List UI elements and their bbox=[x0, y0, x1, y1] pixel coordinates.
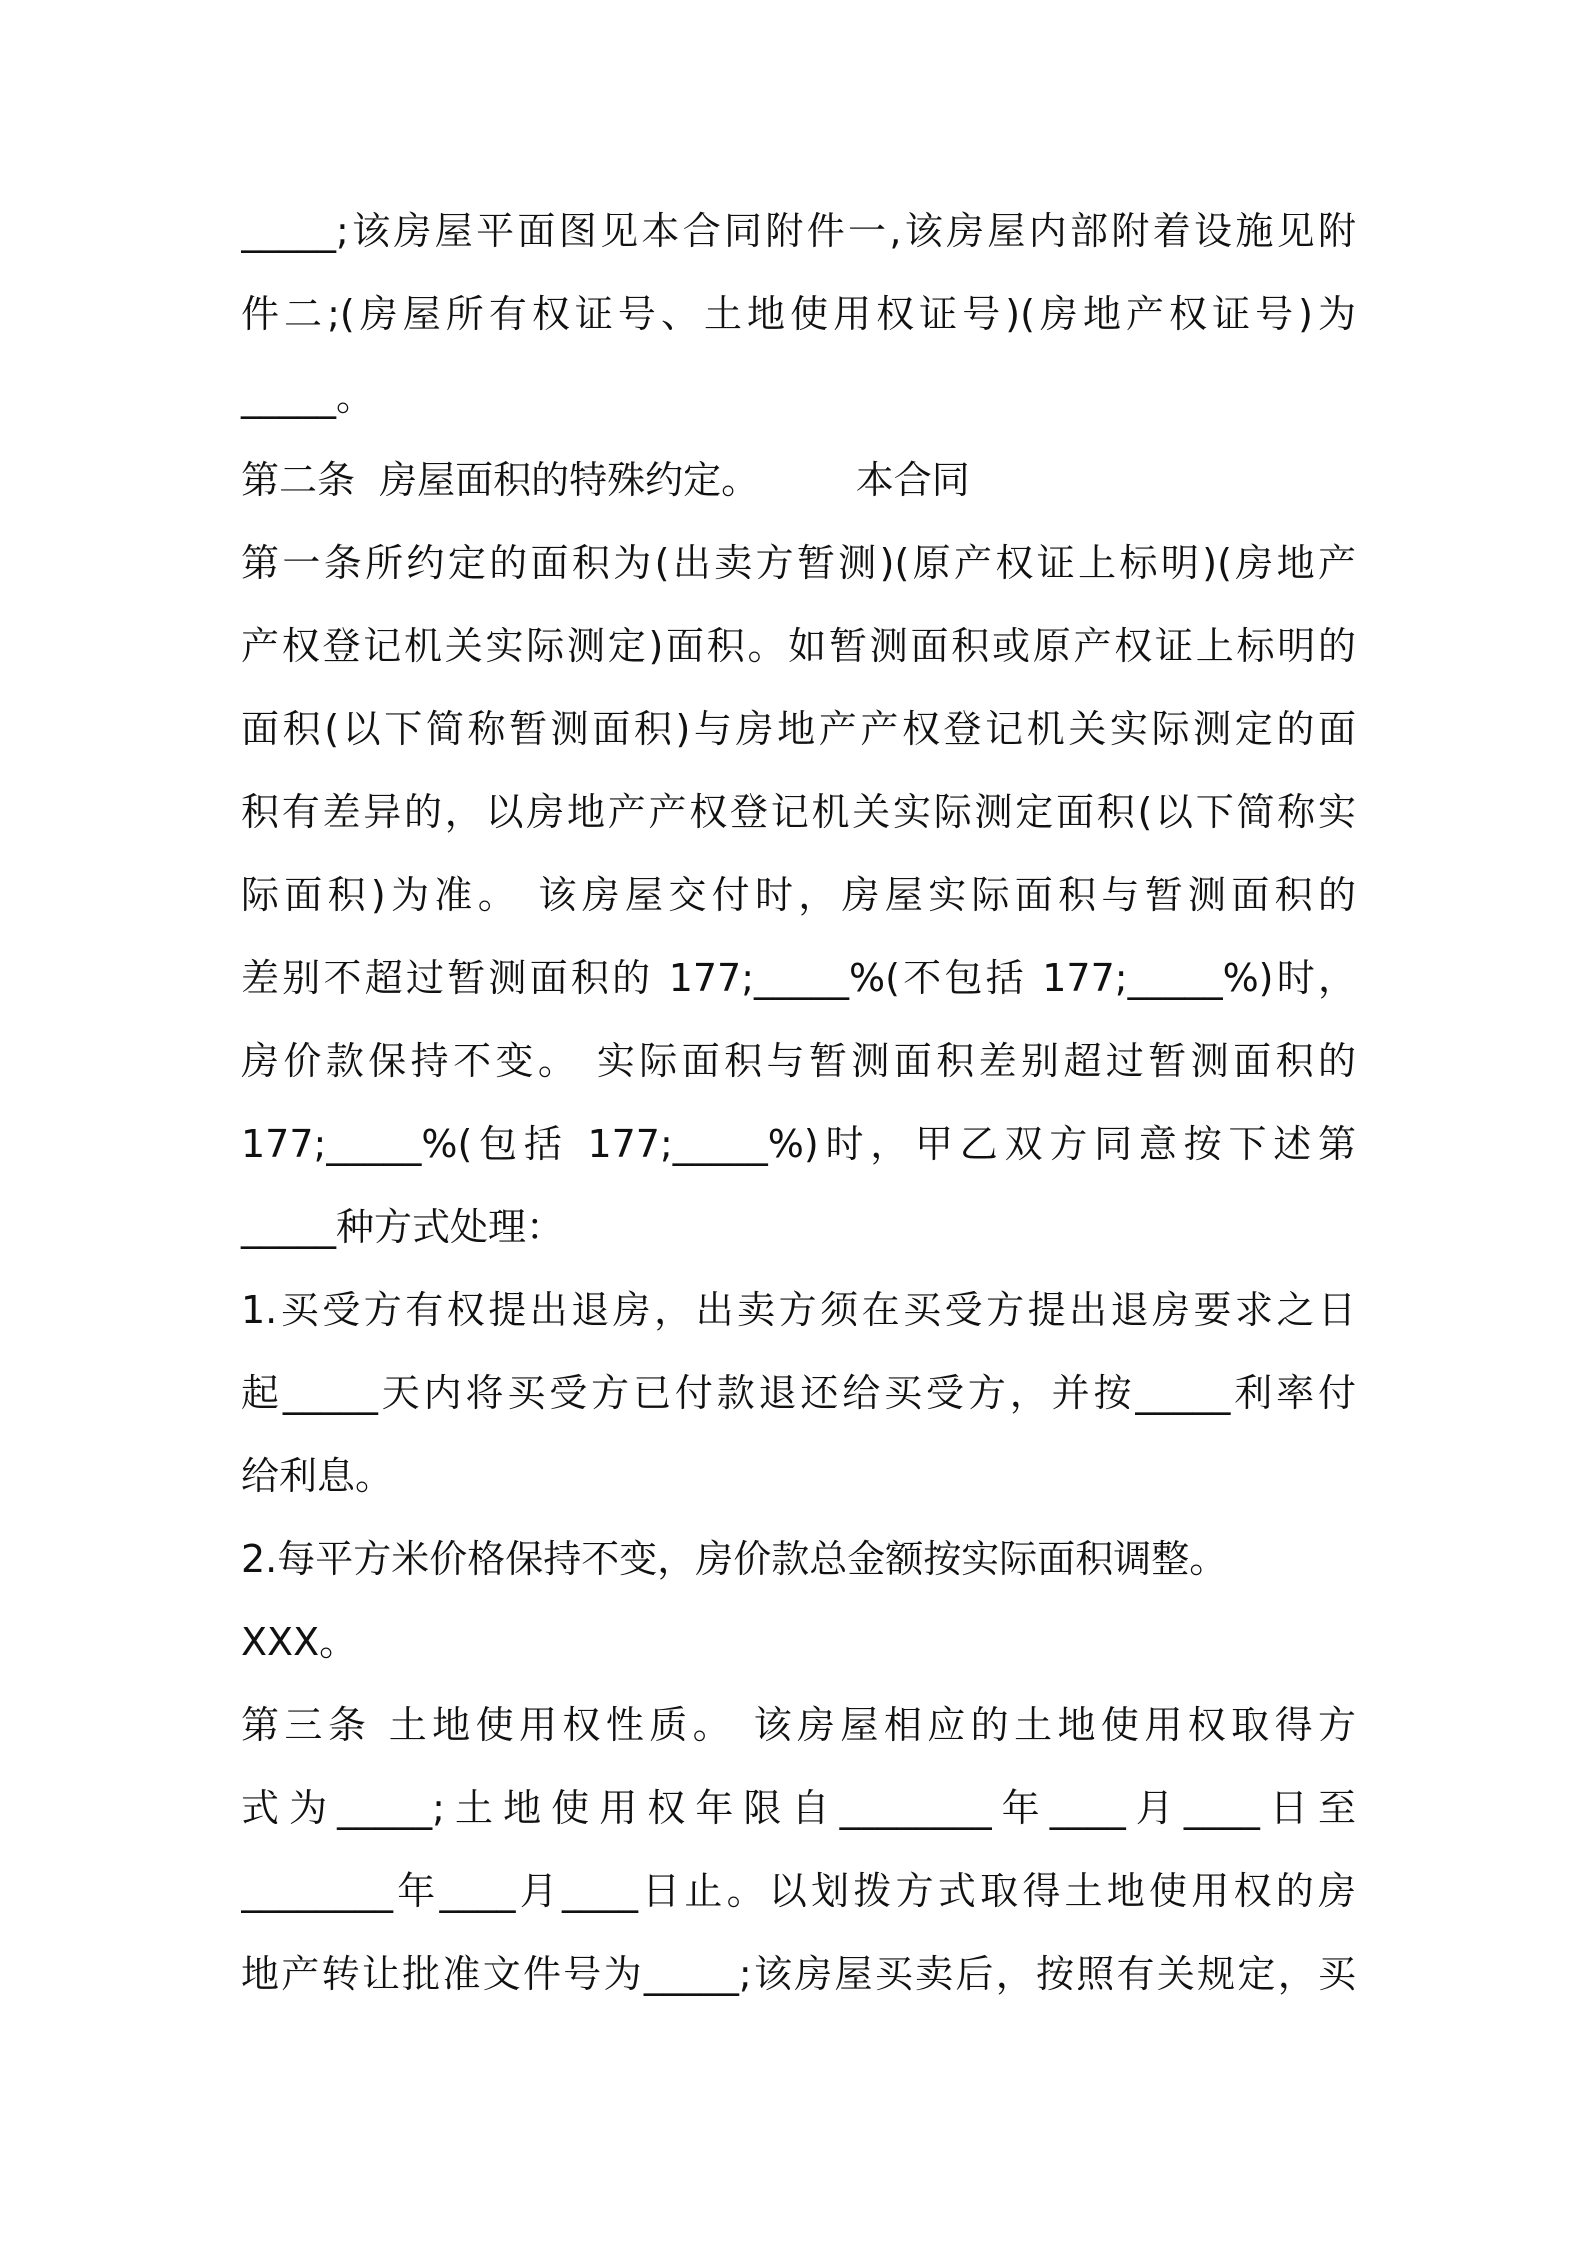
text-line: 第一条所约定的面积为(出卖方暂测)(原产权证上标明)(房地产 bbox=[241, 541, 1356, 585]
text-line: 面积(以下简称暂测面积)与房地产产权登记机关实际测定的面 bbox=[241, 707, 1356, 751]
text-line: 第二条 房屋面积的特殊约定。 本合同 bbox=[241, 458, 970, 502]
text-line: 差别不超过暂测面积的 177;_____%(不包括 177;_____%)时， bbox=[241, 956, 1356, 1000]
text-line: 件二;(房屋所有权证号、土地使用权证号)(房地产权证号)为 bbox=[241, 292, 1356, 336]
text-line: 177;_____%(包括 177;_____%)时，甲乙双方同意按下述第 bbox=[241, 1122, 1356, 1166]
contract-body-text bbox=[241, 190, 1356, 2016]
text-line: _____。 bbox=[241, 375, 375, 419]
text-line: 式为_____;土地使用权年限自________年____月____日至 bbox=[241, 1786, 1356, 1830]
text-line: 2.每平方米价格保持不变，房价款总金额按实际面积调整。 bbox=[241, 1537, 1228, 1581]
text-line: ________年____月____日止。以划拨方式取得土地使用权的房 bbox=[241, 1869, 1356, 1913]
text-line: 给利息。 bbox=[241, 1454, 394, 1498]
text-line: 起_____天内将买受方已付款退还给买受方，并按_____利率付 bbox=[241, 1371, 1356, 1415]
text-line: 第三条 土地使用权性质。 该房屋相应的土地使用权取得方 bbox=[241, 1703, 1356, 1747]
text-line: _____;该房屋平面图见本合同附件一,该房屋内部附着设施见附 bbox=[241, 209, 1356, 253]
text-line: _____种方式处理： bbox=[241, 1205, 565, 1249]
text-line: 1.买受方有权提出退房，出卖方须在买受方提出退房要求之日 bbox=[241, 1288, 1356, 1332]
text-line: XXX。 bbox=[241, 1620, 358, 1664]
text-line: 产权登记机关实际测定)面积。如暂测面积或原产权证上标明的 bbox=[241, 624, 1356, 668]
text-line: 积有差异的，以房地产产权登记机关实际测定面积(以下简称实 bbox=[241, 790, 1356, 834]
text-line: 房价款保持不变。 实际面积与暂测面积差别超过暂测面积的 bbox=[241, 1039, 1356, 1083]
text-line: 地产转让批准文件号为_____;该房屋买卖后，按照有关规定，买 bbox=[241, 1952, 1356, 1996]
text-line: 际面积)为准。 该房屋交付时，房屋实际面积与暂测面积的 bbox=[241, 873, 1356, 917]
